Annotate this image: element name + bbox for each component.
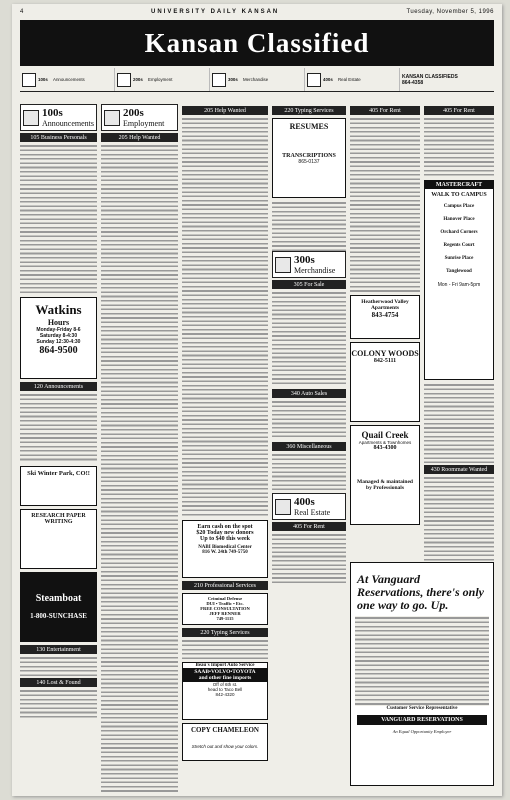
classified-text <box>350 117 420 292</box>
classified-text <box>182 117 268 517</box>
classified-text <box>424 383 494 463</box>
hv-title: Heatherwood Valley Apartments <box>361 299 409 311</box>
watkins-phone: 864-9500 <box>39 345 78 356</box>
category-num: 400s <box>294 496 315 508</box>
copy-tagline: Stretch out and show your colors. <box>191 744 259 749</box>
quail-phone: 843-4300 <box>373 445 397 451</box>
section-bar: 405 For Rent <box>424 106 494 115</box>
classified-text <box>272 201 346 251</box>
mastercraft-logo: MASTERCRAFT <box>425 181 493 189</box>
index-label: Merchandise <box>243 77 269 82</box>
section-bar: 140 Lost & Found <box>20 678 97 687</box>
section-bar: 305 For Sale <box>272 280 346 289</box>
classified-text <box>272 400 346 440</box>
lawyer-text: Criminal Defense DUI • Traffic • Etc. FREE CONSULTATION JEFF RENNER 749-1115 <box>200 596 250 621</box>
category-label: Announcements <box>42 119 94 128</box>
heatherwood-ad <box>350 295 420 339</box>
copy-chameleon-ad <box>182 723 268 761</box>
section-bar: 340 Auto Sales <box>272 389 346 398</box>
section-bar: 205 Help Wanted <box>101 133 178 142</box>
saab-info: Off of 6th st. head to Taco Bell 842-4320 <box>207 682 243 697</box>
category-num: 100s <box>42 107 63 119</box>
classified-text <box>101 144 178 792</box>
category-box-icon <box>275 257 291 273</box>
issue-date: Tuesday, November 5, 1996 <box>406 9 494 15</box>
category-box-icon <box>275 499 291 515</box>
hours-text: Monday-Friday 8-6 Saturday 8-4:30 Sunday 12:30-4:30 <box>36 327 81 345</box>
section-bar: 210 Professional Services <box>182 581 268 590</box>
sunchase-phone: 1-800-SUNCHASE <box>30 612 87 620</box>
mc-hours: Mon - Fri 9am-5pm <box>437 282 481 288</box>
earn-cash: Earn cash on the spot $20 Today new donors Up to $40 this week <box>196 524 254 542</box>
section-bar: 220 Typing Services <box>182 628 268 637</box>
trans-title: TRANSCRIPTIONS <box>282 153 336 159</box>
campus-place: Campus Place <box>443 204 475 209</box>
colony-woods-ad <box>350 342 420 422</box>
index-num: 400s <box>323 77 333 82</box>
quail-creek-ad <box>350 425 420 525</box>
category-box-icon <box>23 110 39 126</box>
paper-name: UNIVERSITY DAILY KANSAN <box>151 9 280 15</box>
quail-tagline: Managed & maintained by Professionals <box>357 479 413 491</box>
vanguard-headline: At Vanguard Reservations, there's only one way to go. Up. <box>357 572 485 612</box>
ski-ad <box>20 466 97 506</box>
category-label: Merchandise <box>294 266 336 275</box>
lawyer-ad <box>182 593 268 625</box>
beaus-title: Beau's Import Auto Service <box>195 663 255 668</box>
section-bar: 130 Entertainment <box>20 645 97 654</box>
classified-text <box>272 533 346 583</box>
vanguard-logo: VANGUARD RESERVATIONS <box>357 715 487 725</box>
vanguard-rep: Customer Service Representative <box>386 706 458 711</box>
index-label: Real Estate <box>338 77 361 82</box>
section-bar: 430 Roommate Wanted <box>424 465 494 474</box>
index-400s <box>305 68 400 91</box>
category-label: Real Estate <box>294 508 331 517</box>
hv-phone: 843-4754 <box>371 311 399 319</box>
classified-text <box>20 144 97 294</box>
classified-text <box>272 453 346 493</box>
resumes-ad <box>272 118 346 198</box>
section-bar: 220 Typing Services <box>272 106 346 115</box>
saab-title: SAAB•VOLVO•TOYOTA and other fine imports <box>183 668 267 682</box>
steamboat-title: Steamboat <box>35 593 82 604</box>
research-title: RESEARCH PAPER WRITING <box>31 513 86 525</box>
trans-phone: 865-0137 <box>298 159 320 165</box>
category-box-icon <box>104 110 120 126</box>
index-box-icon <box>22 73 36 87</box>
category-header <box>20 104 97 131</box>
column-1 <box>20 104 97 719</box>
index-box-icon <box>117 73 131 87</box>
index-num: 300s <box>228 77 238 82</box>
category-header <box>101 104 178 131</box>
classified-text <box>182 639 268 659</box>
watkins-logo: Watkins <box>35 302 82 317</box>
section-bar: 405 For Rent <box>272 522 346 531</box>
regents-court: Regents Court <box>443 243 475 248</box>
column-4 <box>272 104 346 583</box>
category-header <box>272 251 346 278</box>
fine-print <box>20 93 494 103</box>
column-5 <box>350 104 420 528</box>
category-label: Employment <box>123 119 165 128</box>
contact-phone: KANSAN CLASSIFIEDS 864-4358 <box>402 73 458 86</box>
classified-text <box>20 689 97 719</box>
nabi-ad <box>182 520 268 578</box>
sunrise-place: Sunrise Place <box>444 256 474 261</box>
index-label: Announcements <box>53 77 85 82</box>
hanover-place: Hanover Place <box>443 217 475 222</box>
index-box-icon <box>307 73 321 87</box>
colony-phone: 842-5111 <box>373 358 397 364</box>
tanglewood: Tanglewood <box>446 269 472 274</box>
page-title: Kansan Classified <box>144 27 370 58</box>
newspaper-page <box>12 4 502 796</box>
column-6 <box>424 104 494 606</box>
category-index <box>20 68 494 92</box>
page-number: 4 <box>20 9 24 15</box>
index-200s <box>115 68 210 91</box>
classified-text <box>424 117 494 177</box>
section-bar: 120 Announcements <box>20 382 97 391</box>
section-bar: 205 Help Wanted <box>182 106 268 115</box>
nabi-info: NABI Biomedical Center 816 W. 24th 749-5750 <box>198 545 252 555</box>
watkins-ad <box>20 297 97 379</box>
section-bar: 405 For Rent <box>350 106 420 115</box>
resumes-title: RESUMES <box>289 122 329 131</box>
category-num: 300s <box>294 254 315 266</box>
mastercraft-ad <box>424 180 494 380</box>
research-ad <box>20 509 97 569</box>
vanguard-ad <box>350 562 494 786</box>
classified-text <box>20 393 97 463</box>
vanguard-body <box>355 616 489 706</box>
classified-text <box>272 291 346 387</box>
walk-title: WALK TO CAMPUS <box>431 192 487 198</box>
column-2 <box>101 104 178 792</box>
quail-sub: Apartments & Townhomes <box>358 440 412 445</box>
vanguard-eoe: An Equal Opportunity Employer <box>392 729 452 734</box>
index-num: 200s <box>133 77 143 82</box>
section-bar: 105 Business Personals <box>20 133 97 142</box>
index-label: Employment <box>148 77 173 82</box>
index-box-icon <box>212 73 226 87</box>
orchard-corners: Orchard Corners <box>440 230 478 235</box>
colony-title: COLONY WOODS <box>351 349 419 358</box>
column-3 <box>182 104 268 764</box>
quail-title: Quail Creek <box>361 430 409 440</box>
classified-text <box>20 656 97 676</box>
title-banner <box>20 20 494 66</box>
category-header <box>272 493 346 520</box>
hours-title: Hours <box>47 318 70 327</box>
copy-title: COPY CHAMELEON <box>191 726 259 734</box>
index-num: 100s <box>38 77 48 82</box>
category-num: 200s <box>123 107 144 119</box>
ski-title: Ski Winter Park, CO!! <box>27 470 90 477</box>
section-bar: 360 Miscellaneous <box>272 442 346 451</box>
index-100s <box>20 68 115 91</box>
page-header <box>20 6 494 18</box>
index-300s <box>210 68 305 91</box>
steamboat-ad <box>20 572 97 642</box>
saab-ad <box>182 662 268 720</box>
